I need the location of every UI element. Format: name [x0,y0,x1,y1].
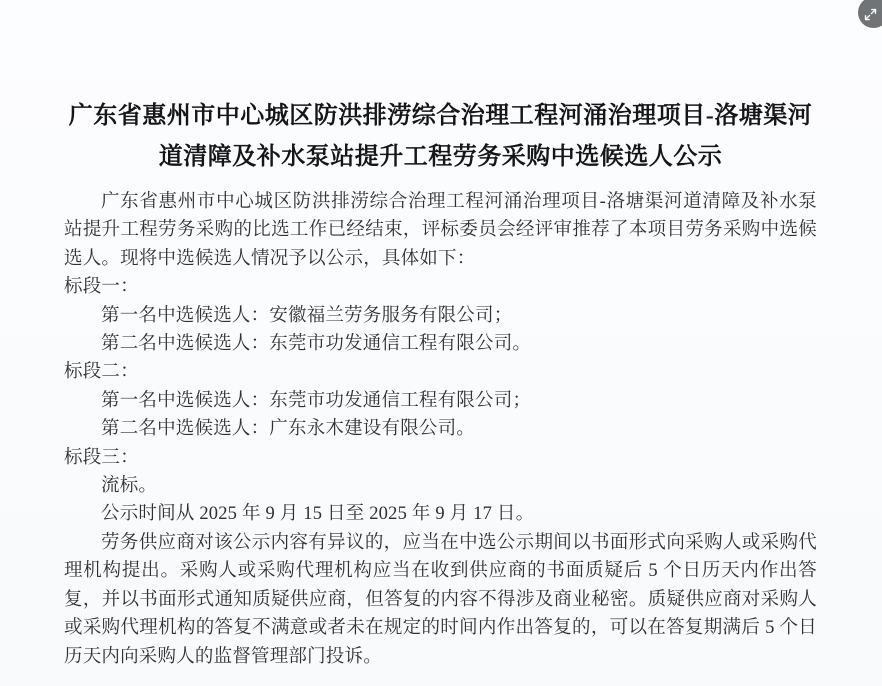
section-lot-1-candidate-2: 第二名中选候选人：东莞市功发通信工程有限公司。 [101,334,532,355]
document-title [64,96,817,178]
section-lot-2-label: 标段二： [64,362,139,383]
section-lot-1 [64,273,817,358]
intro-paragraph: 广东省惠州市中心城区防洪排涝综合治理工程河涌治理项目-洛塘渠河道清障及补水泵站提升工程劳务采购的比选工作已经结束，评标委员会经评审推荐了本项目劳务采购中选候选人。现将中选候选人情况予以公示，具体如下： [64,192,817,269]
expand-button[interactable] [858,0,882,28]
expand-icon [863,7,878,22]
objection-paragraph: 劳务供应商对该公示内容有异议的，应当在中选公示期间以书面形式向采购人或采购代理机构提出。采购人或采购代理机构应当在收到供应商的书面质疑后 5 个日历天内作出答复，并以书面形式通知质疑供应商，但答复的内容不得涉及商业秘密。质疑供应商对采购人或采购代理机构的答复不满意或者未在规定的时间内作出答复的，可以在答复期满后 5 个日历天内向采购人的监督管理部门投诉。 [64,532,817,667]
section-lot-1-candidate-1: 第一名中选候选人：安徽福兰劳务服务有限公司； [101,305,513,326]
section-lot-3-result: 流标。 [101,476,158,497]
section-lot-2-candidate-2: 第二名中选候选人：广东永木建设有限公司。 [101,419,476,440]
section-lot-1-label: 标段一： [64,277,139,298]
section-lot-3 [64,444,817,501]
section-lot-3-label: 标段三： [64,447,139,468]
title-line-1: 广东省惠州市中心城区防洪排涝综合治理工程河涌治理项目-洛塘渠河 [68,103,813,129]
announcement-document [64,96,817,671]
title-line-2: 道清障及补水泵站提升工程劳务采购中选候选人公示 [158,144,723,170]
publicity-period-line: 公示时间从 2025 年 9 月 15 日至 2025 年 9 月 17 日。 [101,504,535,525]
section-lot-2 [64,358,817,443]
section-lot-2-candidate-1: 第一名中选候选人：东莞市功发通信工程有限公司； [101,390,532,411]
